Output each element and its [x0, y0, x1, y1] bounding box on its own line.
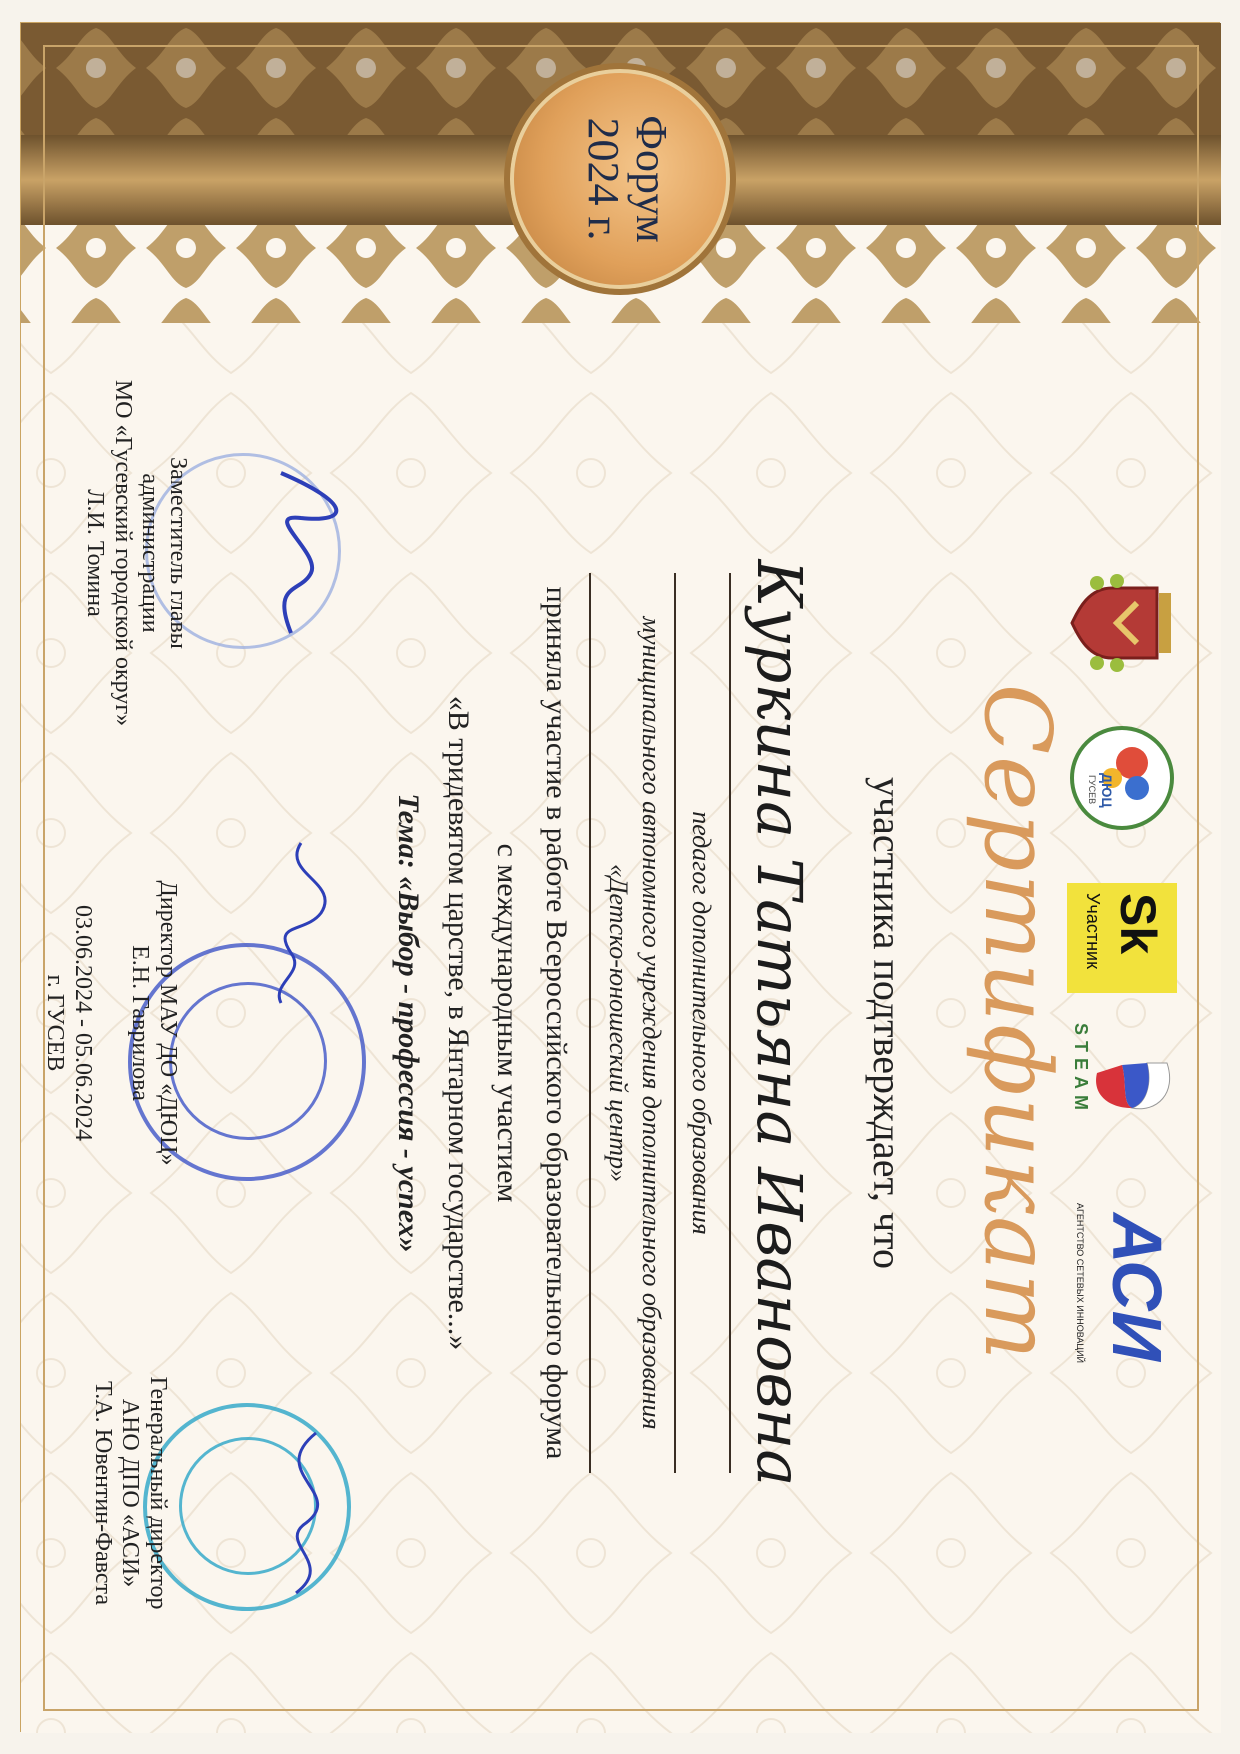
certificate-title: Сертификат — [964, 683, 1071, 1363]
right-title-2: АНО ДПО «АСИ» — [117, 1398, 144, 1588]
body-line-1: приняла участие в работе Всероссийского образовательного форума — [540, 586, 573, 1460]
organization-name: «Детско-юношеский центр» — [604, 863, 633, 1182]
body-line-3: «В тридевятом царстве, в Янтарном государстве...» — [442, 695, 475, 1351]
organization-text: муниципального автономного учреждения дополнительного образования — [637, 616, 666, 1430]
left-signer: Л.И. Томина — [82, 489, 109, 617]
recipient-name: Куркина Татьяна Ивановна — [743, 559, 816, 1487]
left-title-3: МО «Гусевский городской округ» — [109, 379, 136, 727]
steam-text: STEAM — [1071, 1023, 1091, 1116]
center-signer: Е.Н. Гаврилова — [127, 945, 154, 1101]
sk-mark: Sk — [1110, 893, 1166, 955]
dyuts-city: ГУСЕВ — [1087, 775, 1097, 805]
sk-caption: Участник — [1083, 893, 1103, 969]
center-title: Директор МАУ ДО «ДЮЦ» — [155, 880, 181, 1166]
asi-caption: АГЕНТСТВО СЕТЕВЫХ ИННОВАЦИЙ — [1075, 1203, 1085, 1364]
left-title-2: администрации — [137, 473, 164, 633]
certificate-body — [21, 23, 1221, 1733]
recipient-position: педагог дополнительного образования — [687, 811, 716, 1235]
right-signer: Т.А. Ювентин-Фавста — [89, 1380, 116, 1605]
body-line-2: с международным участием — [491, 843, 524, 1203]
event-dates: 03.06.2024 - 05.06.2024 — [69, 905, 96, 1141]
forum-label: Форум — [627, 115, 676, 243]
event-city: г. ГУСЕВ — [42, 974, 69, 1072]
certificate-sheet — [20, 22, 1220, 1732]
certificate-landscape — [21, 23, 1221, 1733]
theme-text: Тема: «Выбор - профессия - успех» — [392, 793, 425, 1253]
forum-year: 2024 г. — [578, 117, 628, 241]
asi-mark: АСИ — [1098, 1213, 1176, 1361]
confirms-text: участника подтверждает, что — [865, 776, 910, 1270]
dyuts-badge: ДЮЦ — [1099, 773, 1115, 808]
right-title-1: Генеральный директор — [145, 1376, 171, 1610]
inner-border — [43, 45, 1199, 1711]
left-title-1: Заместитель главы — [165, 457, 191, 649]
